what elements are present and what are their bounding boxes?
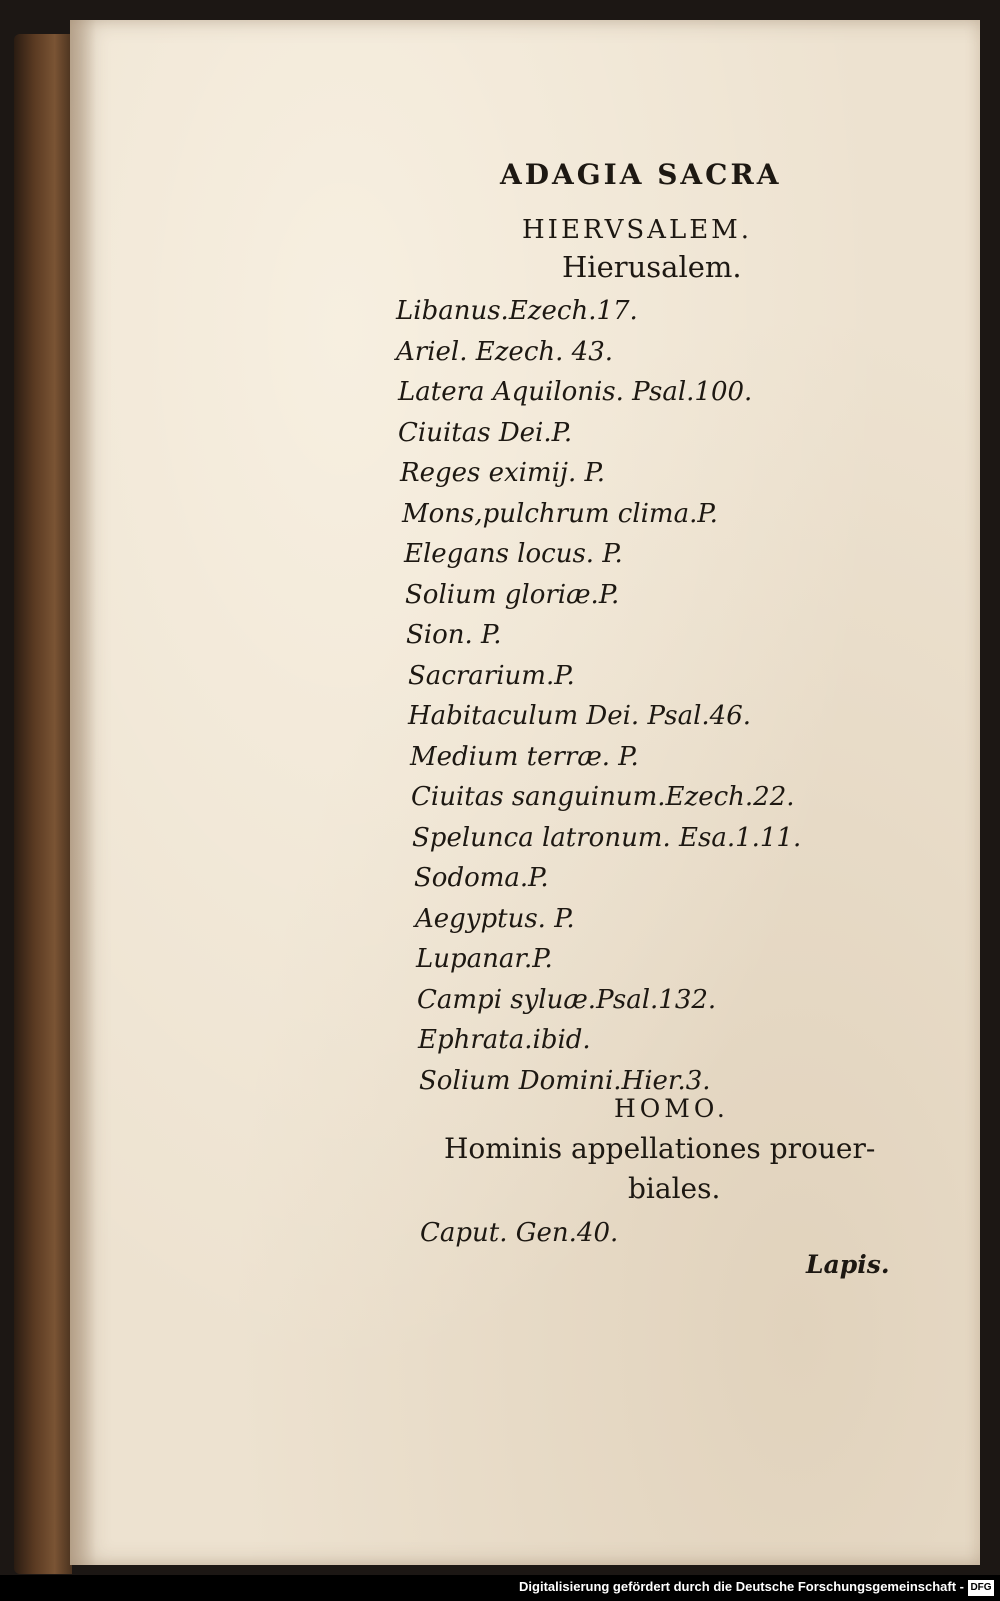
entry-line: Ephrata.ibid. <box>418 1025 591 1055</box>
entry-line: Ariel. Ezech. 43. <box>396 337 614 367</box>
entry-line: Solium gloriæ.P. <box>405 580 620 610</box>
entry-line: Reges eximij. P. <box>400 458 606 488</box>
entry-line: Spelunca latronum. Esa.1.11. <box>412 823 802 853</box>
catchword: Lapis. <box>806 1250 890 1279</box>
entry-line: Campi syluæ.Psal.132. <box>417 985 717 1015</box>
entry-line: Libanus.Ezech.17. <box>396 296 638 326</box>
homo-subtitle-line1: Hominis appellationes prouer- <box>444 1132 876 1165</box>
entry-line: Mons,pulchrum clima.P. <box>402 499 718 529</box>
entry-line: Ciuitas Dei.P. <box>398 418 573 448</box>
homo-subtitle-line2: biales. <box>628 1172 721 1205</box>
entry-line: Medium terræ. P. <box>410 742 639 772</box>
entry-line: Latera Aquilonis. Psal.100. <box>398 377 753 407</box>
running-title: ADAGIA SACRA <box>500 158 782 191</box>
footer-bar <box>0 1575 1000 1601</box>
entry-line: Habitaculum Dei. Psal.46. <box>408 701 752 731</box>
homo-title: HOMO. <box>614 1094 729 1123</box>
entry-line: Elegans locus. P. <box>404 539 623 569</box>
book-spine-edge <box>14 34 72 1574</box>
dfg-logo: DFG <box>968 1580 994 1596</box>
homo-first-entry: Caput. Gen.40. <box>420 1218 619 1248</box>
section-title: HIERVSALEM. <box>522 215 753 245</box>
footer-credit: Digitalisierung gefördert durch die Deutsche Forschungsgemeinschaft - <box>519 1579 964 1594</box>
page-gutter-shadow <box>70 20 96 1565</box>
entry-line: Aegyptus. P. <box>415 904 575 934</box>
entry-line: Lupanar.P. <box>416 944 553 974</box>
entry-line: Sacrarium.P. <box>408 661 575 691</box>
subsection-title: Hierusalem. <box>562 250 742 284</box>
entry-line: Ciuitas sanguinum.Ezech.22. <box>411 782 795 812</box>
entry-line: Solium Domini.Hier.3. <box>419 1066 711 1096</box>
entry-line: Sion. P. <box>406 620 502 650</box>
entry-line: Sodoma.P. <box>414 863 549 893</box>
